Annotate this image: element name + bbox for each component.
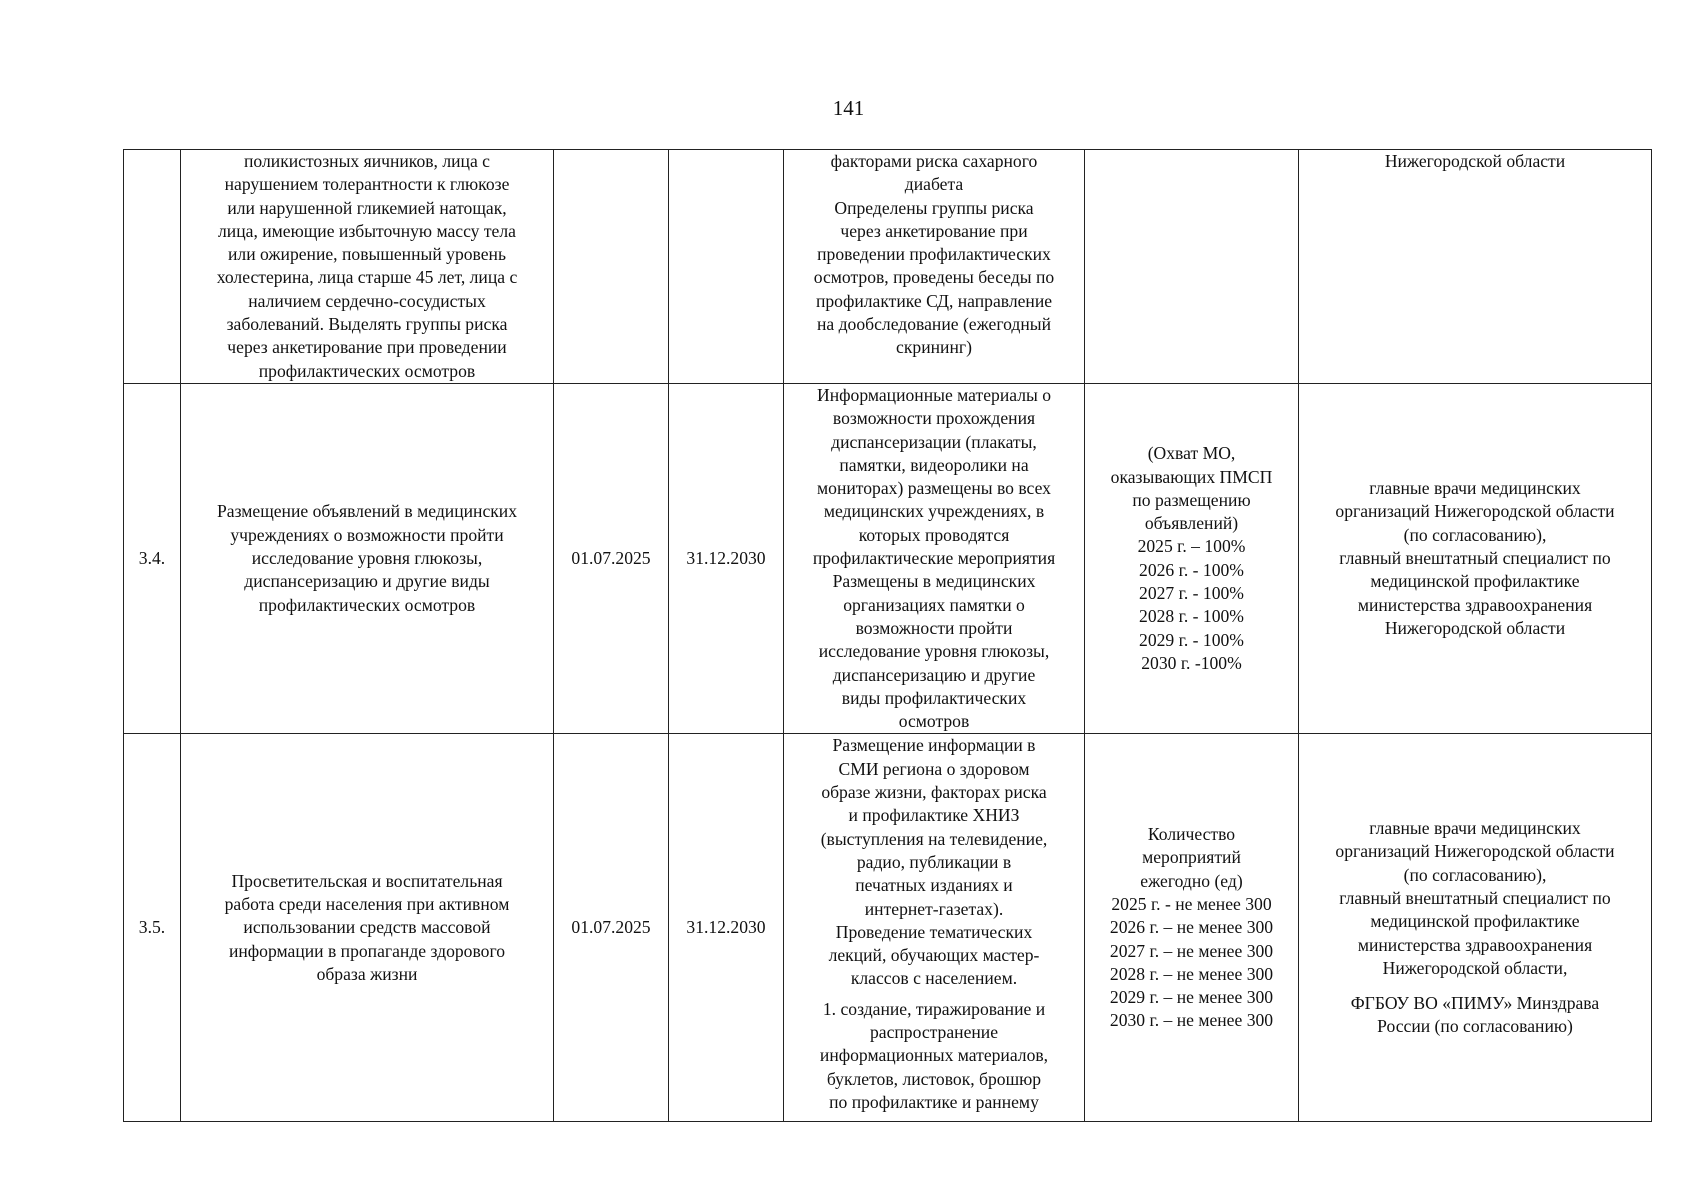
- text-line: осмотров: [898, 711, 970, 732]
- text-line: по размещению: [1132, 489, 1251, 510]
- text-line: исследование уровня глюкозы,: [251, 548, 483, 569]
- row-number-cell: [124, 150, 181, 384]
- result-cell: [784, 384, 1085, 734]
- result-text: [790, 734, 1078, 990]
- table-row: [124, 384, 1652, 734]
- text-line: или нарушенной гликемией натощак,: [227, 197, 507, 218]
- activity-cell: [181, 384, 554, 734]
- activity-cell: [181, 150, 554, 384]
- start-date-cell: 01.07.2025: [554, 734, 669, 1122]
- text-line: Проведение тематических: [835, 921, 1033, 942]
- text-line: Размещены в медицинских: [832, 571, 1036, 592]
- end-date-cell: [669, 150, 784, 384]
- text-line: профилактических осмотров: [258, 594, 476, 615]
- text-line: главный внештатный специалист по: [1339, 888, 1611, 908]
- text-line: информационных материалов,: [819, 1045, 1049, 1066]
- text-line: возможности пройти: [855, 617, 1013, 638]
- end-date-cell: 31.12.2030: [669, 384, 784, 734]
- text-line: объявлений): [1144, 513, 1239, 534]
- text-line: профилактические мероприятия: [812, 548, 1056, 569]
- text-line: образе жизни, факторах риска: [821, 782, 1047, 803]
- text-line: России (по согласованию): [1377, 1016, 1573, 1037]
- text-line: диабета: [904, 174, 964, 195]
- text-line: холестерина, лица старше 45 лет, лица с: [216, 267, 518, 288]
- text-line: (по согласованию),: [1403, 524, 1547, 545]
- text-line: наличием сердечно-сосудистых: [248, 290, 486, 311]
- text-line: на дообследование (ежегодный: [816, 314, 1052, 335]
- text-line: 2028 г. - 100%: [1139, 606, 1244, 627]
- text-line: нарушением толерантности к глюкозе: [224, 174, 510, 195]
- text-line: интернет-газетах).: [864, 898, 1004, 919]
- text-line: диспансеризацию и другие виды: [244, 571, 490, 592]
- text-line: классов с населением.: [850, 968, 1018, 989]
- text-line: профилактических осмотров: [258, 360, 476, 381]
- text-line: 2028 г. – не менее 300: [1109, 963, 1274, 984]
- text-line: Нижегородской области,: [1382, 957, 1568, 978]
- text-line: возможности прохождения: [832, 408, 1036, 429]
- text-line: поликистозных яичников, лица с: [244, 151, 490, 171]
- text-line: главный внештатный специалист по: [1339, 548, 1611, 569]
- text-line: организаций Нижегородской области: [1335, 841, 1615, 862]
- text-line: (Охват МО,: [1147, 443, 1236, 464]
- text-line: которых проводятся: [858, 524, 1010, 545]
- text-line: печатных изданиях и: [855, 875, 1013, 896]
- text-line: по профилактике и раннему: [829, 1091, 1039, 1112]
- indicator-cell: [1085, 150, 1299, 384]
- text-line: лекций, обучающих мастер-: [828, 945, 1040, 966]
- text-line: (по согласованию),: [1403, 864, 1547, 885]
- text-line: оказывающих ПМСП: [1110, 466, 1273, 487]
- responsible-cell: [1299, 384, 1652, 734]
- text-line: медицинской профилактике: [1370, 911, 1580, 932]
- start-date-cell: 01.07.2025: [554, 384, 669, 734]
- table-row: [124, 150, 1652, 384]
- text-line: заболеваний. Выделять группы риска: [226, 314, 508, 335]
- text-line: диспансеризацию и другие: [832, 664, 1036, 685]
- text-line: мониторах) размещены во всех: [817, 478, 1051, 499]
- text-line: Информационные материалы о: [817, 385, 1051, 405]
- page-number: 141: [832, 96, 865, 120]
- result-extra-text: [790, 998, 1078, 1114]
- text-line: 2027 г. - 100%: [1139, 583, 1244, 604]
- text-line: организаций Нижегородской области: [1335, 501, 1615, 522]
- text-line: медицинских учреждениях, в: [823, 501, 1045, 522]
- text-line: виды профилактических: [841, 687, 1027, 708]
- text-line: профилактике СД, направление: [815, 290, 1053, 311]
- text-line: памятки, видеоролики на: [839, 454, 1029, 475]
- table-row: [124, 734, 1652, 1122]
- text-line: 2027 г. – не менее 300: [1109, 940, 1274, 961]
- text-line: учреждениях о возможности пройти: [230, 524, 504, 545]
- text-line: медицинской профилактике: [1370, 571, 1580, 592]
- text-line: радио, публикации в: [856, 851, 1012, 872]
- text-line: через анкетирование при проведении: [227, 337, 507, 358]
- text-line: Определены группы риска: [834, 197, 1034, 218]
- result-cell: [784, 150, 1085, 384]
- text-line: и профилактике ХНИЗ: [848, 805, 1020, 826]
- text-line: министерства здравоохранения: [1357, 594, 1593, 615]
- text-line: образа жизни: [316, 963, 418, 984]
- text-line: 2026 г. - 100%: [1139, 559, 1244, 580]
- indicator-cell: [1085, 734, 1299, 1122]
- text-line: диспансеризации (плакаты,: [831, 431, 1037, 452]
- text-line: Просветительская и воспитательная: [231, 870, 503, 891]
- text-line: министерства здравоохранения: [1357, 934, 1593, 955]
- activity-cell: [181, 734, 554, 1122]
- text-line: исследование уровня глюкозы,: [818, 641, 1050, 662]
- text-line: лица, имеющие избыточную массу тела: [218, 220, 516, 241]
- text-line: проведении профилактических: [817, 244, 1051, 265]
- row-number-cell: 3.5.: [124, 734, 181, 1122]
- text-line: факторами риска сахарного: [830, 151, 1038, 171]
- text-line: Размещение информации в: [832, 735, 1036, 756]
- text-line: 2029 г. - 100%: [1139, 629, 1244, 650]
- text-line: СМИ региона о здоровом: [838, 758, 1030, 779]
- responsible-cell: [1299, 734, 1652, 1122]
- end-date-cell: 31.12.2030: [669, 734, 784, 1122]
- text-line: Нижегородской области: [1384, 617, 1566, 638]
- start-date-cell: [554, 150, 669, 384]
- text-line: Размещение объявлений в медицинских: [216, 501, 518, 522]
- text-line: 2025 г. - не менее 300: [1111, 894, 1272, 914]
- responsible-text: [1305, 817, 1645, 980]
- text-line: информации в пропаганде здорового: [228, 940, 506, 961]
- text-line: 2029 г. – не менее 300: [1109, 987, 1274, 1008]
- row-number-cell: 3.4.: [124, 384, 181, 734]
- responsible-cell: [1299, 150, 1652, 384]
- text-line: работа среди населения при активном: [224, 894, 510, 914]
- indicator-cell: [1085, 384, 1299, 734]
- text-line: или ожирение, повышенный уровень: [228, 244, 506, 265]
- text-line: буклетов, листовок, брошюр: [826, 1068, 1042, 1089]
- text-line: распространение: [869, 1022, 999, 1043]
- text-line: (выступления на телевидение,: [820, 828, 1048, 849]
- text-line: ФГБОУ ВО «ПИМУ» Минздрава: [1350, 993, 1600, 1014]
- text-line: ежегодно (ед): [1140, 870, 1243, 891]
- responsible-extra-text: [1305, 992, 1645, 1039]
- text-line: организациях памятки о: [843, 594, 1025, 615]
- text-line: осмотров, проведены беседы по: [813, 267, 1055, 288]
- result-cell: [784, 734, 1085, 1122]
- text-line: Нижегородской области: [1384, 151, 1566, 171]
- text-line: 2025 г. – 100%: [1137, 536, 1246, 557]
- text-line: скрининг): [896, 337, 972, 358]
- text-line: Количество: [1147, 824, 1236, 845]
- text-line: 2030 г. – не менее 300: [1109, 1010, 1274, 1031]
- text-line: 2026 г. – не менее 300: [1109, 917, 1274, 938]
- text-line: использовании средств массовой: [243, 917, 491, 938]
- text-line: главные врачи медицинских: [1369, 478, 1581, 499]
- text-line: через анкетирование при: [840, 220, 1028, 241]
- text-line: 1. создание, тиражирование и: [822, 998, 1046, 1019]
- text-line: 2030 г. -100%: [1141, 652, 1242, 673]
- text-line: главные врачи медицинских: [1369, 818, 1581, 839]
- text-line: мероприятий: [1142, 847, 1241, 868]
- plan-table: [123, 149, 1652, 1122]
